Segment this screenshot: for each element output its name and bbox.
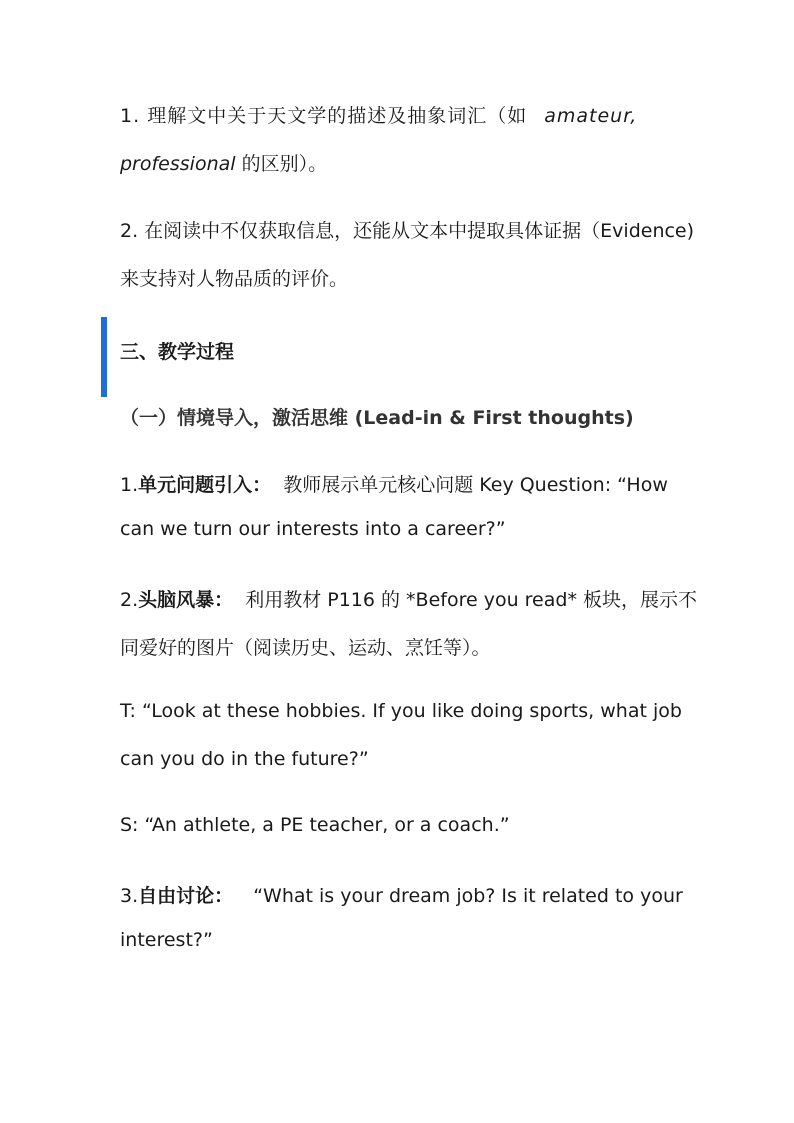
objective-2-line-2: 来支持对人物品质的评价。	[120, 268, 349, 290]
objective-1-number: 1.	[120, 105, 141, 127]
step-1-line-1	[120, 470, 668, 497]
objective-1-line-1	[120, 101, 637, 128]
teacher-line-2: can you do in the future?”	[120, 748, 369, 770]
step-2-text: 利用教材 P116 的 *Before you read* 板块，展示不	[245, 589, 697, 611]
step-3-label: 自由讨论：	[138, 885, 234, 907]
section-3-title: 三、教学过程	[120, 341, 235, 363]
step-1-line-2: can we turn our interests into a career?”	[120, 518, 506, 540]
objective-2-line-1: 2. 在阅读中不仅获取信息，还能从文本中提取具体证据（Evidence)	[120, 220, 695, 242]
objective-1-text: 理解文中关于天文学的描述及抽象词汇（如	[147, 105, 528, 127]
step-3-line-2: interest?”	[120, 929, 213, 951]
step-3-text: “What is your dream job? Is it related to your	[253, 885, 683, 907]
step-2-label: 头脑风暴：	[138, 589, 234, 611]
step-2-line-2: 同爱好的图片（阅读历史、运动、烹饪等）。	[120, 637, 491, 659]
step-1-text: 教师展示单元核心问题 Key Question: “How	[283, 474, 668, 496]
step-3-number: 3.	[120, 885, 139, 907]
term-professional: professional	[120, 153, 236, 175]
objective-1-text-end: 的区别）。	[241, 153, 328, 175]
term-amateur: amateur,	[544, 105, 638, 127]
student-line: S: “An athlete, a PE teacher, or a coach.”	[120, 814, 510, 836]
step-1-label: 单元问题引入：	[138, 474, 272, 496]
step-1-number: 1.	[120, 474, 139, 496]
teacher-line-1: T: “Look at these hobbies. If you like doing sports, what job	[120, 700, 682, 722]
step-3-line-1	[120, 881, 683, 908]
step-2-line-1	[120, 585, 697, 612]
subsection-1-title: （一）情境导入，激活思维 (Lead-in & First thoughts)	[120, 407, 634, 429]
objective-1-line-2	[120, 149, 327, 176]
step-2-number: 2.	[120, 589, 139, 611]
section-accent-bar	[101, 317, 107, 397]
